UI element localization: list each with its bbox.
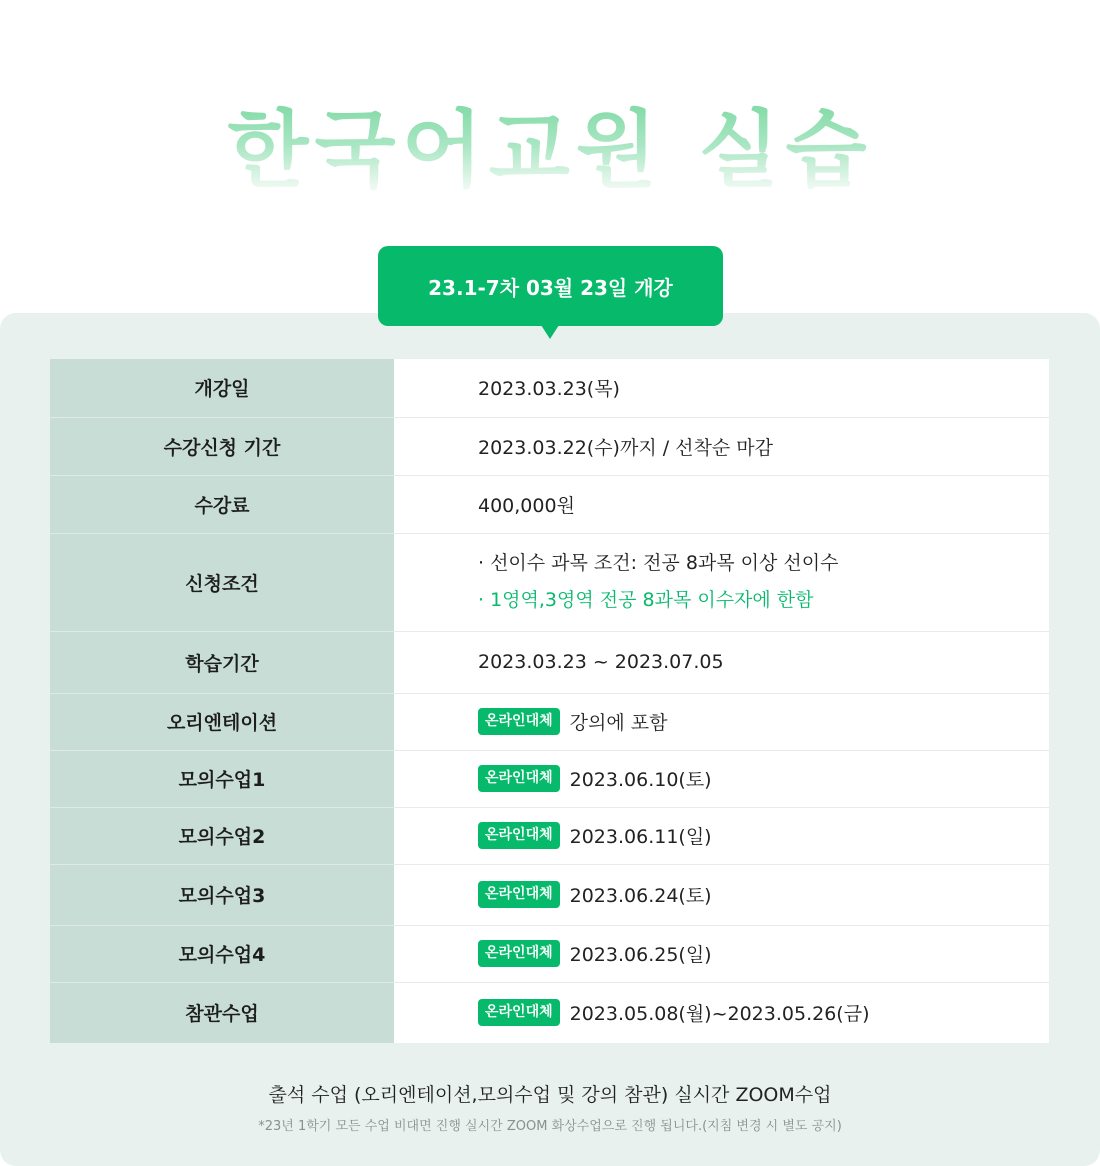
row-value-observation	[394, 982, 1049, 1043]
badge-pointer	[541, 325, 559, 339]
row-value-fee: 400,000원	[394, 475, 1049, 533]
table-row	[50, 359, 1049, 417]
online-tag: 온라인대체	[478, 881, 560, 908]
row-value-mock4	[394, 925, 1049, 982]
row-value-conditions	[394, 533, 1049, 631]
online-tag: 온라인대체	[478, 765, 560, 792]
online-tag: 온라인대체	[478, 940, 560, 967]
footer-note-text: *23년 1학기 모든 수업 비대면 진행 실시간 ZOOM 화상수업으로 진행 됩니다.(지침 변경 시 별도 공지)	[258, 1119, 842, 1134]
row-label-mock4: 모의수업4	[50, 925, 394, 982]
row-label-mock2: 모의수업2	[50, 807, 394, 864]
row-value-mock2	[394, 807, 1049, 864]
footer-main-text: 출석 수업 (오리엔테이션,모의수업 및 강의 참관) 실시간 ZOOM수업	[268, 1084, 832, 1106]
opening-badge: 23.1-7차 03월 23일 개강	[378, 246, 723, 326]
table-row	[50, 864, 1049, 925]
table-row	[50, 925, 1049, 982]
condition-line-2: · 1영역,3영역 전공 8과목 이수자에 한함	[478, 589, 814, 611]
row-value-period: 2023.03.23 ~ 2023.07.05	[394, 631, 1049, 693]
row-label-conditions: 신청조건	[50, 533, 394, 631]
row-value-orientation	[394, 693, 1049, 750]
condition-line-1: · 선이수 과목 조건: 전공 8과목 이상 선이수	[478, 552, 839, 574]
row-label-observation: 참관수업	[50, 982, 394, 1043]
row-label-period: 학습기간	[50, 631, 394, 693]
table-row	[50, 631, 1049, 693]
row-label-mock1: 모의수업1	[50, 750, 394, 807]
row-value-text: 2023.05.08(월)~2023.05.26(금)	[569, 1003, 870, 1026]
table-row	[50, 533, 1049, 631]
row-label-orientation: 오리엔테이션	[50, 693, 394, 750]
row-label-fee: 수강료	[50, 475, 394, 533]
row-label-registration: 수강신청 기간	[50, 417, 394, 475]
row-value-mock1	[394, 750, 1049, 807]
row-value-registration: 2023.03.22(수)까지 / 선착순 마감	[394, 417, 1049, 475]
row-value-opening: 2023.03.23(목)	[394, 359, 1049, 417]
online-tag: 온라인대체	[478, 708, 560, 735]
table-row	[50, 693, 1049, 750]
row-value-text: 2023.06.10(토)	[569, 769, 712, 791]
table-row	[50, 982, 1049, 1043]
row-value-mock3	[394, 864, 1049, 925]
online-tag: 온라인대체	[478, 999, 560, 1026]
row-value-text: 2023.06.24(토)	[569, 885, 712, 907]
table-row	[50, 475, 1049, 533]
hero-title: 한국어교원 실습	[0, 100, 1100, 201]
row-value-text: 강의에 포함	[569, 712, 668, 734]
row-label-mock3: 모의수업3	[50, 864, 394, 925]
table-row	[50, 750, 1049, 807]
online-tag: 온라인대체	[478, 822, 560, 849]
table-row	[50, 807, 1049, 864]
table-row	[50, 417, 1049, 475]
row-label-opening: 개강일	[50, 359, 394, 417]
course-info-table	[50, 359, 1049, 1043]
row-value-text: 2023.06.11(일)	[569, 826, 712, 848]
row-value-text: 2023.06.25(일)	[569, 944, 712, 966]
